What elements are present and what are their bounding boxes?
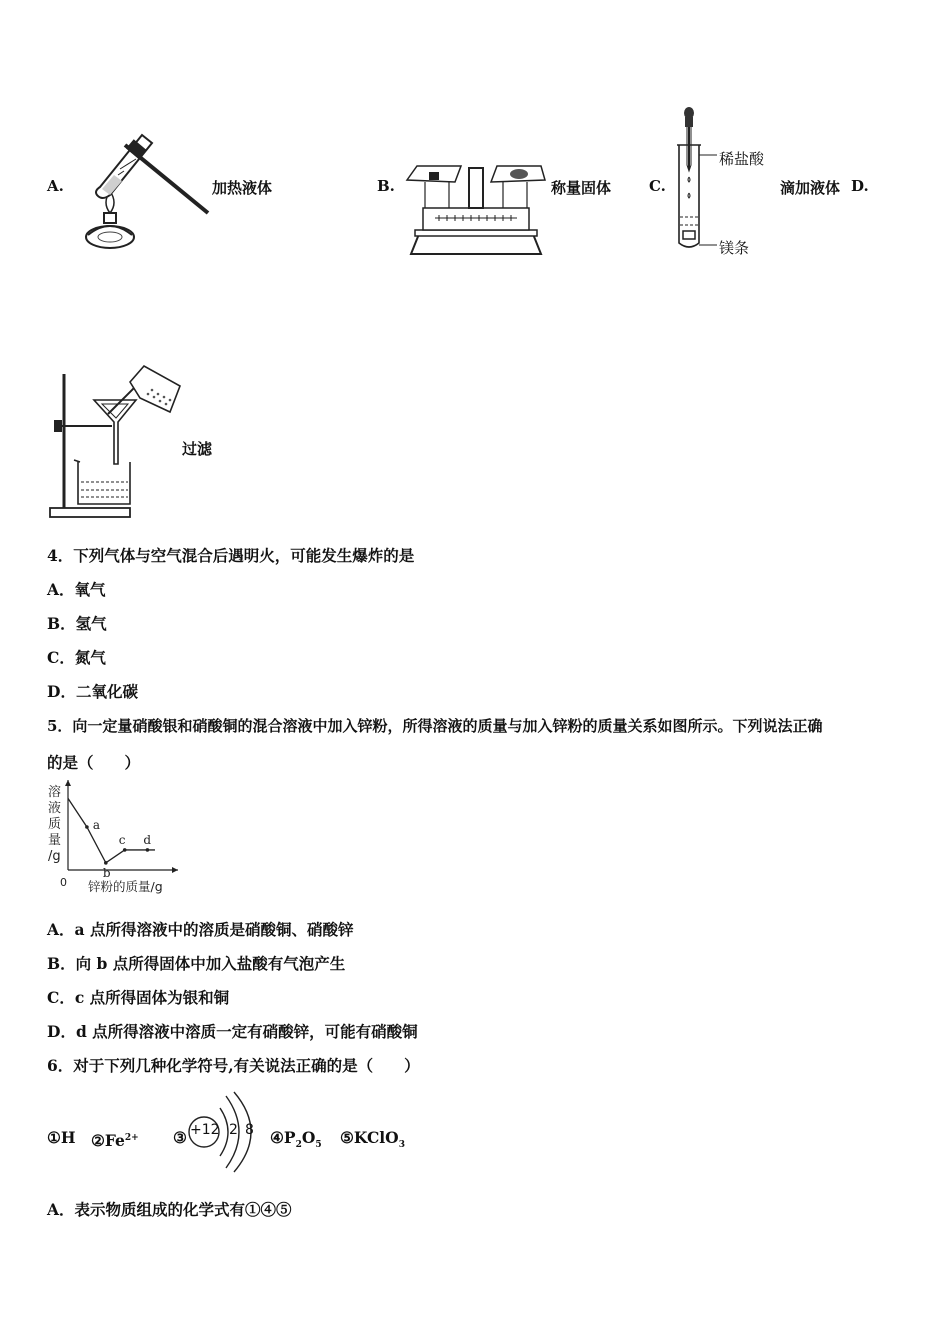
data-label-d: d [143,832,152,847]
dropper-label-acid: 稀盐酸 [719,150,765,168]
shell-1-electrons: 2 [229,1122,238,1138]
q6-symbol-4: $④P_2O_5$ [270,1128,322,1151]
q5-option-b: B．向 b 点所得固体中加入盐酸有气泡产生 [47,954,346,973]
data-point-a [85,825,89,829]
y-axis-label-char: 量 [48,833,62,848]
q5-stem-line1: 5．向一定量硝酸银和硝酸铜的混合溶液中加入锌粉，所得溶液的质量与加入锌粉的质量关系如图所示。下列说法正确 [47,717,823,735]
q6-symbol-1: ①H [47,1128,76,1147]
q4-option-b: B．氢气 [47,614,107,633]
origin-label: 0 [60,876,67,889]
data-label-a: a [92,818,101,832]
option-c-caption: 滴加液体 [780,179,841,197]
q4-stem: 4．下列气体与空气混合后遇明火，可能发生爆炸的是 [47,546,415,565]
data-point-b [104,861,108,865]
option-d-letter: D. [851,177,869,195]
q4-option-c: C．氮气 [47,648,106,667]
dropper-illustration [675,105,745,255]
y-axis-arrow [65,780,71,786]
x-axis-arrow [172,867,178,873]
balance-illustration [405,162,547,256]
dropper-label-metal: 镁条 [719,239,750,257]
q4-option-a: A．氧气 [47,580,106,599]
option-a-caption: 加热液体 [212,179,273,197]
q6-option-a: A．表示物质组成的化学式有①④⑤ [47,1200,292,1219]
q5-option-a: A．a 点所得溶液中的溶质是硝酸铜、硝酸锌 [47,920,354,939]
q5-option-d: D．d 点所得溶液中溶质一定有硝酸锌，可能有硝酸铜 [47,1022,418,1041]
option-d-caption: 过滤 [182,440,213,458]
series-line [68,798,155,863]
q6-symbol-5: ⑤KClO$_3$ [340,1128,405,1151]
filtration-illustration [48,364,184,520]
q6-stem: 6．对于下列几种化学符号,有关说法正确的是（ ） [47,1056,420,1075]
y-axis-label-char: 质 [48,817,62,832]
data-point-d [146,848,150,852]
q5-stem-line2: 的是（ ） [47,753,141,772]
option-b-letter: B. [377,177,395,195]
q6-symbol-2: $②Fe^{2+}$ [91,1131,139,1151]
heating-liquid-illustration [80,125,215,255]
data-point-c [123,848,127,852]
q4-option-d: D．二氧化碳 [47,682,138,701]
q6-symbol-3-prefix: ③ [173,1128,187,1147]
y-axis-label-char: /g [48,849,61,864]
q5-option-c: C．c 点所得固体为银和铜 [47,988,230,1007]
y-axis-label-char: 溶 [48,785,62,800]
q5-line-chart [44,782,184,898]
option-b-caption: 称量固体 [551,179,612,197]
x-axis-label: 锌粉的质量/g [88,879,163,894]
data-label-c: c [118,832,126,847]
nucleus-charge: +12 [190,1122,220,1138]
option-c-letter: C. [649,177,666,195]
shell-2-electrons: 8 [245,1122,254,1138]
y-axis-label-char: 液 [48,801,62,816]
option-a-letter: A. [47,177,64,195]
data-label-b: b [102,865,111,880]
